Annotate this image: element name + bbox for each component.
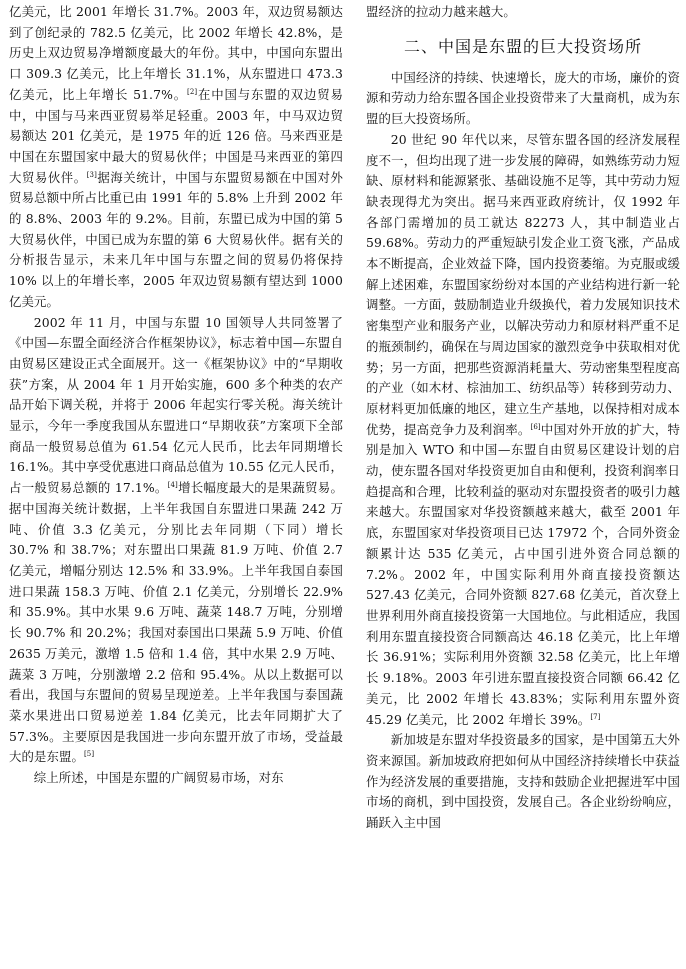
section-heading: 二、中国是东盟的巨大投资场所: [403, 36, 642, 56]
paragraph-singapore: 新加坡是东盟对华投资最多的国家，是中国第五大外资来源国。新加坡政府把如何从中国经济持续增长中获益作为经济发展的重要措施，支持和鼓励企业把握进军中国市场的商机，到中国投资，发展自己。各企业纷纷响应，踊跃入主中国: [366, 732, 680, 831]
paragraph-text: 增长幅度最大的是果蔬贸易。据中国海关统计数据，上半年我国自东盟进口果蔬 242 万吨、价值 3.3 亿美元，分别比去年同期（下同）增长 30.7% 和 38.7%；对东盟出口果蔬 81.9 万吨、价值 2.7 亿美元，增幅分别达 12.5% 和 33.9%。上半年我国自泰国进口果蔬 158.3 万吨、价值 2.1 亿美元，分别增长 22.9% 和 35.9%。其中水果 9.6 万吨、蔬菜 148.7 万吨，分别增长 90.7% 和 20.2%；我国对泰国出口果蔬 5.9 万吨、价值 2635 万美元，激增 1.5 倍和 1.4 倍，其中水果 2.9 万吨、蔬菜 3 万吨，分别激增 2.2 倍和 95.4%。从以上数据可以看出，我国与东盟间的贸易呈现逆差。上半年我国与泰国蔬菜水果进出口贸易逆差 1.84 亿美元，比去年同期扩大了 57.3%。主要原因是我国进一步向东盟开放了市场，受益最大的是东盟。: [9, 480, 343, 765]
citation-ref: [7]: [590, 712, 601, 721]
paragraph-text: 中国对外开放的扩大，特别是加入 WTO 和中国—东盟自由贸易区建设计划的启动，使东盟各国对华投资更加自由和便利，投资利润率日趋提高和合理，比较利益的驱动对东盟投资者的吸引力越来越大。东盟国家对华投资额越来越大，截至 2001 年底，东盟国家对华投资项目已达 17972 个，合同外资金额累计达 535 亿美元，占中国引进外资合同总额的 7.2%。2002 年，中国实际利用外商直接投资额达 527.43 亿美元，合同外资额 827.68 亿美元，首次登上世界利用外商直接投资第一大国地位。与此相适应，我国利用东盟直接投资合同额高达 46.18 亿美元，比上年增长 36.91%；实际利用外资额 32.58 亿美元，比上年增长 9.18%。2003 年引进东盟直接投资合同额 66.42 亿美元，比 2002 年增长 43.83%；实际利用东盟外资 45.29 亿美元，比 2002 年增长 39%。: [366, 421, 680, 727]
paragraph-trade-statistics: [9, 2, 343, 313]
citation-ref: [6]: [530, 422, 541, 431]
paragraph-investment-details: [366, 130, 680, 730]
paragraph-text: 亿美元，比 2001 年增长 31.7%。2003 年，双边贸易额达到了创纪录的 782.5 亿美元，比 2002 年增长 42.8%，是历史上双边贸易净增额度最大的年份。其中，中国向东盟出口 309.3 亿美元，比上年增长 31.1%，从东盟进口 473.3 亿美元，比上年增长 51.7%。: [9, 4, 343, 102]
left-column: [9, 2, 343, 969]
citation-ref: [3]: [86, 170, 97, 179]
paragraph-text: 20 世纪 90 年代以来，尽管东盟各国的经济发展程度不一，但均出现了进一步发展的障碍，如熟练劳动力短缺、原材料和能源紧张、基础设施不足等，其中劳动力短缺表现得尤为突出。据马来西亚政府统计，仅 1992 年各部门需增加的员工就达 82273 人，其中制造业占 59.68%。劳动力的严重短缺引发企业工资飞涨，产品成本不断提高，企业效益下降，国内投资萎缩。为克服或缓解上述困难，东盟国家纷纷对本国的产业结构进行新一轮调整。一方面，鼓励制造业升级换代，着力发展知识技术密集型产业和服务产业，以解决劳动力和原材料严重不足的瓶颈制约，确保在与周边国家的激烈竞争中获取相对优势；另一方面，把那些资源消耗量大、劳动密集型程度高的产业（如木材、棕油加工、纺织品等）转移到劳动力、原材料更加低廉的地区，建立生产基地，以保持相对成本优势，提高竞争力及利润率。: [366, 131, 680, 437]
right-column: [366, 2, 680, 969]
paragraph-continuation: 盟经济的拉动力越来越大。: [366, 4, 516, 19]
paragraph-text: 在中国与东盟的双边贸易中，中国与马来西亚贸易举足轻重。2003 年，中马双边贸易额达 201 亿美元，是 1975 年的近 126 倍。马来西亚是中国在东盟国家中最大的贸易伙伴；中国是马来西亚的第四大贸易伙伴。: [9, 86, 343, 185]
paragraph-investment-intro: 中国经济的持续、快速增长，庞大的市场，廉价的资源和劳动力给东盟各国企业投资带来了大量商机，成为东盟的巨大投资场所。: [366, 69, 680, 127]
paragraph-text: 2002 年 11 月，中国与东盟 10 国领导人共同签署了《中国—东盟全面经济合作框架协议》，标志着中国—东盟自由贸易区建设正式全面展开。这一《框架协议》中的“早期收获”方案，从 2004 年 1 月开始实施，600 多个种类的农产品开始下调关税，并将于 2006 年起实行零关税。海关统计显示，今年一季度我国从东盟进口“早期收获”方案项下全部商品一般贸易总值为 61.54 亿元人民币，比去年同期增长 16.1%。其中享受优惠进口商品总值为 10.55 亿元人民币，占一般贸易总额的 17.1%。: [9, 314, 343, 496]
citation-ref: [4]: [167, 481, 178, 490]
paragraph-text: 据海关统计，中国与东盟贸易额在中国对外贸易总额中所占比重已由 1991 年的 5.8% 上升到 2002 年的 8.8%、2003 年的 9.2%。目前，东盟已成为中国的第 5 大贸易伙伴，中国已成为东盟的第 6 大贸易伙伴。据有关的分析报告显示，未来几年中国与东盟之间的贸易仍将保持 10% 以上的年增长率，2005 年双边贸易额有望达到 1000 亿美元。: [9, 169, 343, 309]
citation-ref: [5]: [83, 750, 95, 759]
citation-ref: [2]: [186, 87, 198, 96]
paragraph-summary: 综上所述，中国是东盟的广阔贸易市场，对东: [33, 770, 284, 786]
paragraph-framework-agreement: [9, 313, 343, 768]
